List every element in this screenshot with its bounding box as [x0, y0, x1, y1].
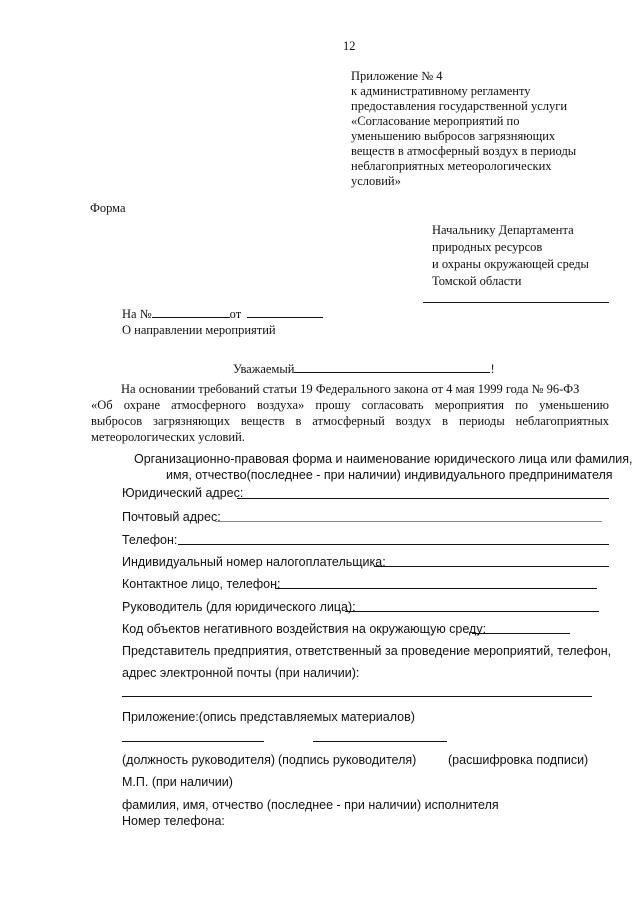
inn-label: Индивидуальный номер налогоплательщика:: [122, 555, 386, 569]
appendix-line: Приложение № 4: [351, 69, 443, 83]
salutation-prefix: Уважаемый: [233, 362, 295, 376]
reference-subject: О направлении мероприятий: [122, 323, 276, 337]
reference-number-blank[interactable]: [152, 306, 230, 318]
appendix-line: уменьшению выбросов загрязняющих: [351, 129, 556, 143]
appendix-line: к административному регламенту: [351, 84, 531, 98]
email-label: адрес электронной почты (при наличии):: [122, 666, 360, 680]
page-number: 12: [343, 39, 356, 53]
legal-address-label: Юридический адрес:: [122, 486, 244, 500]
postal-address-label: Почтовый адрес:: [122, 510, 221, 524]
position-caption: (должность руководителя): [122, 753, 276, 767]
reference-no-label: На №: [122, 307, 152, 321]
appendix-line: веществ в атмосферный воздух в периоды: [351, 144, 577, 158]
inn-input[interactable]: [374, 566, 609, 567]
director-input[interactable]: [345, 611, 599, 612]
stamp-label: М.П. (при наличии): [122, 775, 233, 789]
phone-input[interactable]: [178, 544, 609, 545]
signature-caption: (подпись руководителя): [278, 753, 417, 767]
salutation-suffix: !: [490, 362, 495, 376]
addressee-line: природных ресурсов: [432, 240, 543, 254]
signature-decode-caption: (расшифровка подписи): [448, 753, 589, 767]
org-description-line-2: имя, отчество(последнее - при наличии) индивидуального предпринимателя: [166, 468, 613, 482]
object-code-label: Код объектов негативного воздействия на окружающую среду:: [122, 622, 487, 636]
postal-address-input[interactable]: [215, 521, 602, 522]
addressee-name-blank[interactable]: [423, 302, 609, 303]
reference-from-label: от: [229, 307, 242, 321]
body-line-2: «Об охране атмосферного воздуха» прошу согласовать мероприятия по уменьшению: [91, 398, 609, 412]
appendix-line: предоставления государственной услуги: [351, 99, 568, 113]
salutation-name-blank[interactable]: [294, 361, 490, 373]
addressee-line: Томской области: [432, 274, 522, 288]
object-code-input[interactable]: [472, 633, 570, 634]
form-label: Форма: [90, 201, 126, 215]
body-line-3: выбросов загрязняющих веществ в атмосферный воздух в периоды неблагоприятных: [91, 414, 609, 428]
contact-label: Контактное лицо, телефон:: [122, 577, 281, 591]
reference-line: [122, 306, 323, 322]
attachment-label: Приложение:(опись представляемых материалов): [122, 710, 415, 724]
addressee-line: и охраны окружающей среды: [432, 257, 589, 271]
executor-phone-label: Номер телефона:: [122, 814, 225, 828]
appendix-line: условий»: [351, 174, 401, 188]
executor-name-label: фамилия, имя, отчество (последнее - при наличии) исполнителя: [122, 798, 499, 812]
body-line-4: метеорологических условий.: [91, 430, 245, 444]
phone-label: Телефон:: [122, 533, 178, 547]
representative-label: Представитель предприятия, ответственный за проведение мероприятий, телефон,: [122, 644, 612, 658]
representative-input[interactable]: [122, 696, 592, 697]
salutation: [233, 361, 495, 377]
addressee-line: Начальнику Департамента: [432, 223, 574, 237]
org-description-line-1: Организационно-правовая форма и наименование юридического лица или фамилия,: [134, 452, 633, 466]
reference-date-blank[interactable]: [247, 306, 323, 318]
director-label: Руководитель (для юридического лица):: [122, 600, 356, 614]
position-signature-line[interactable]: [122, 741, 264, 742]
appendix-line: «Согласование мероприятий по: [351, 114, 520, 128]
legal-address-input[interactable]: [237, 498, 609, 499]
body-line-1: На основании требований статьи 19 Федерального закона от 4 мая 1999 года № 96-ФЗ: [121, 382, 580, 396]
appendix-line: неблагоприятных метеорологических: [351, 159, 552, 173]
contact-input[interactable]: [275, 588, 597, 589]
signature-line[interactable]: [313, 741, 447, 742]
